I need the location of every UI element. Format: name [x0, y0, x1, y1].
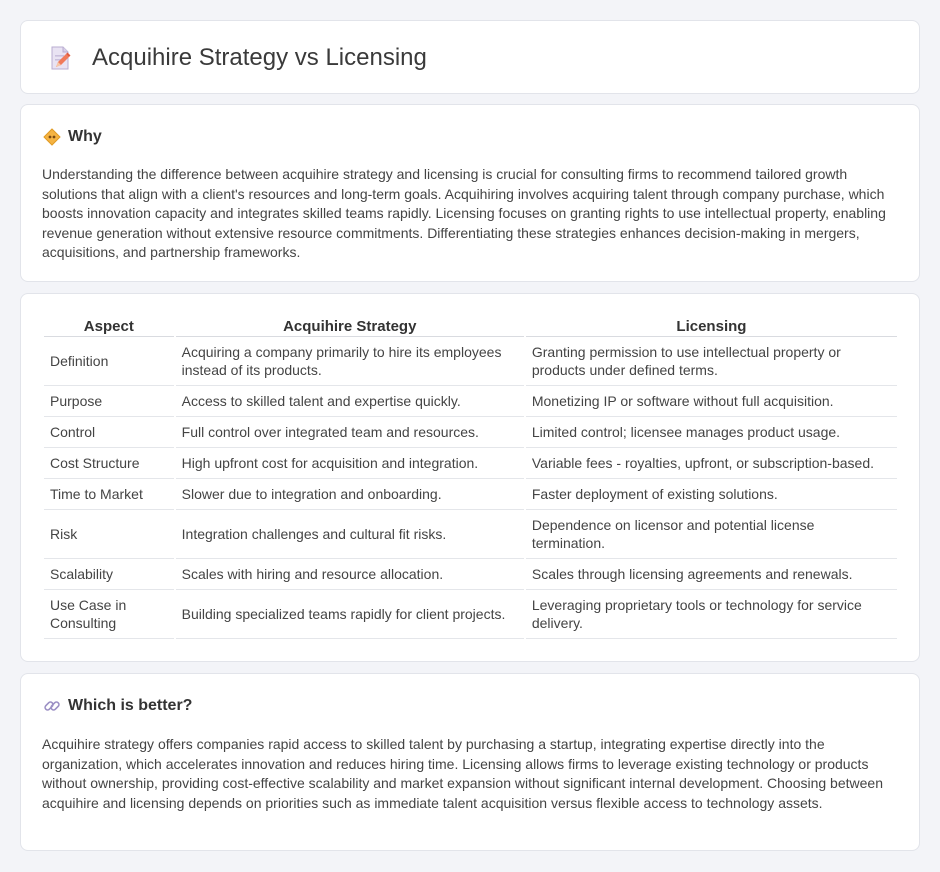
table-row	[44, 510, 897, 559]
header-acquihire: Acquihire Strategy	[176, 316, 524, 337]
acquihire-cell: Scales with hiring and resource allocation.	[176, 559, 524, 590]
acquihire-cell: Acquiring a company primarily to hire its employees instead of its products.	[176, 337, 524, 386]
which-section	[20, 673, 920, 851]
table-row	[44, 448, 897, 479]
acquihire-cell: High upfront cost for acquisition and integration.	[176, 448, 524, 479]
which-title: Which is better?	[68, 697, 193, 714]
table-row	[44, 590, 897, 639]
which-body: Acquihire strategy offers companies rapid access to skilled talent by purchasing a startup, integrating expertise directly into the organization, which accelerates innovation and reduces hiring time. Licensing allows firms to leverage existing technology or products without ownership, providing cost-effective scalability and market expansion without significant internal development. Choosing between acquihire and licensing depends on priorities such as immediate talent acquisition versus flexible access to technology assets.	[42, 736, 883, 811]
table-row	[44, 386, 897, 417]
aspect-cell: Purpose	[44, 386, 174, 417]
header-card	[20, 20, 920, 94]
document-pencil-icon	[47, 45, 73, 71]
licensing-cell: Monetizing IP or software without full acquisition.	[526, 386, 897, 417]
table-row	[44, 559, 897, 590]
which-heading	[43, 696, 192, 716]
licensing-cell: Limited control; licensee manages product usage.	[526, 417, 897, 448]
aspect-cell: Definition	[44, 337, 174, 386]
table-row	[44, 337, 897, 386]
why-body: Understanding the difference between acquihire strategy and licensing is crucial for consulting firms to recommend tailored growth solutions that align with a client's resources and long-term goals. Acquihiring involves acquiring talent through company purchase, which boosts innovation capacity and integrates skilled teams rapidly. Licensing focuses on granting rights to use intellectual property, enabling revenue generation without extensive resource commitments. Differentiating these strategies enhances decision-making in mergers, acquisitions, and partnership frameworks.	[42, 166, 886, 261]
licensing-cell: Variable fees - royalties, upfront, or subscription-based.	[526, 448, 897, 479]
acquihire-cell: Building specialized teams rapidly for client projects.	[176, 590, 524, 639]
aspect-cell: Cost Structure	[44, 448, 174, 479]
header-licensing: Licensing	[526, 316, 897, 337]
acquihire-cell: Full control over integrated team and resources.	[176, 417, 524, 448]
why-title: Why	[68, 128, 102, 145]
licensing-cell: Dependence on licensor and potential license termination.	[526, 510, 897, 559]
why-heading	[43, 127, 102, 147]
diamond-icon	[43, 128, 61, 146]
page-title: Acquihire Strategy vs Licensing	[92, 44, 427, 71]
aspect-cell: Control	[44, 417, 174, 448]
table-row	[44, 417, 897, 448]
link-icon	[43, 697, 61, 715]
licensing-cell: Faster deployment of existing solutions.	[526, 479, 897, 510]
aspect-cell: Risk	[44, 510, 174, 559]
aspect-cell: Use Case in Consulting	[44, 590, 174, 639]
licensing-cell: Scales through licensing agreements and renewals.	[526, 559, 897, 590]
table-header-row	[44, 316, 897, 337]
comparison-table-card	[20, 293, 920, 662]
comparison-table	[42, 316, 899, 639]
aspect-cell: Scalability	[44, 559, 174, 590]
licensing-cell: Granting permission to use intellectual property or products under defined terms.	[526, 337, 897, 386]
acquihire-cell: Integration challenges and cultural fit risks.	[176, 510, 524, 559]
header-aspect: Aspect	[44, 316, 174, 337]
aspect-cell: Time to Market	[44, 479, 174, 510]
why-section	[20, 104, 920, 282]
acquihire-cell: Slower due to integration and onboarding.	[176, 479, 524, 510]
acquihire-cell: Access to skilled talent and expertise quickly.	[176, 386, 524, 417]
licensing-cell: Leveraging proprietary tools or technology for service delivery.	[526, 590, 897, 639]
table-row	[44, 479, 897, 510]
